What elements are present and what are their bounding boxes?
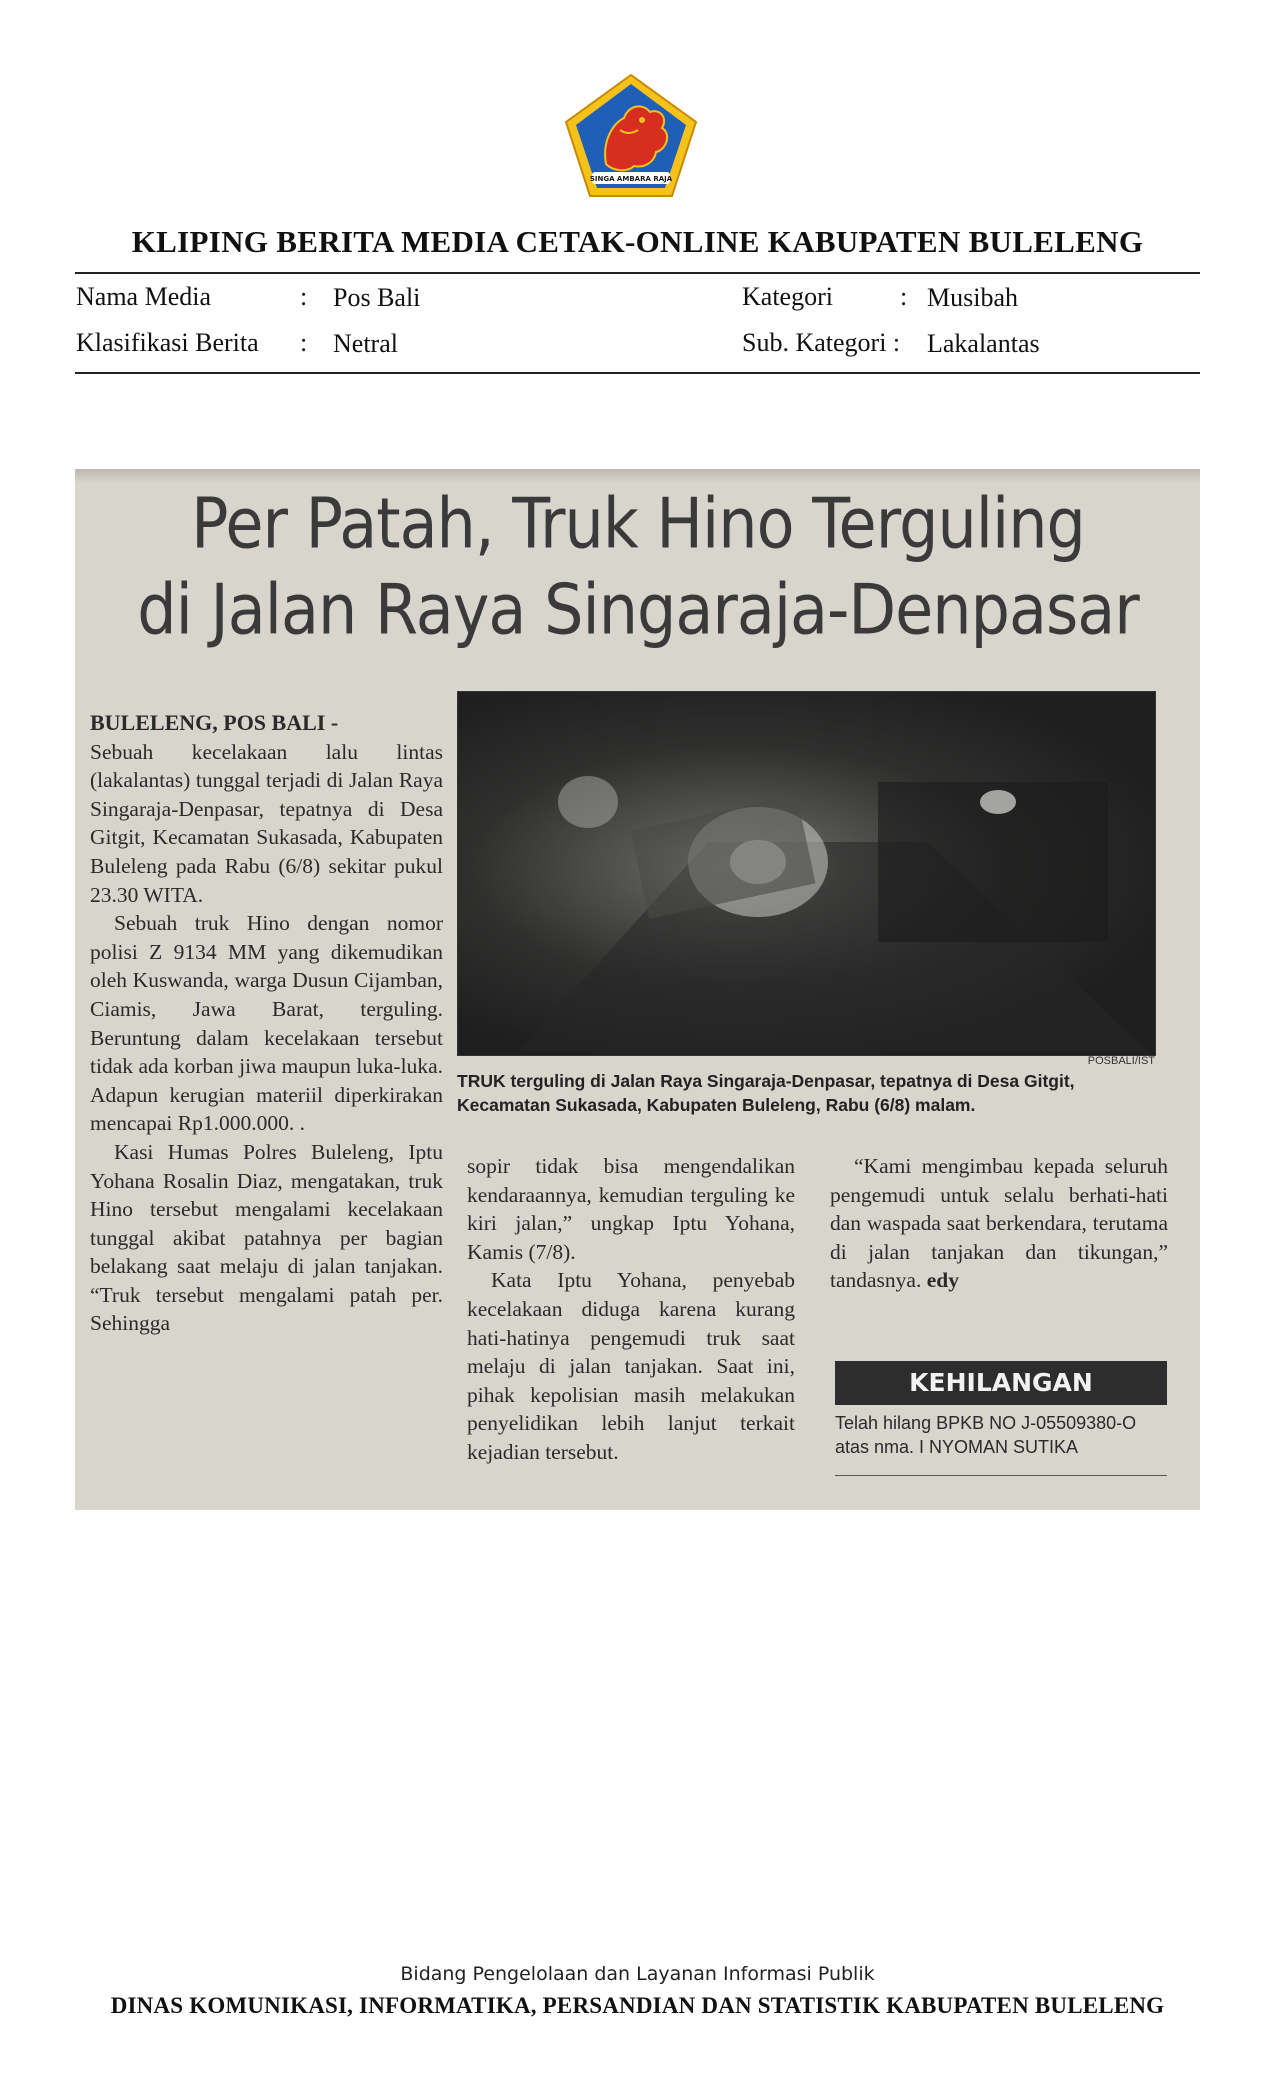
article-column-3: [830, 1152, 1168, 1295]
footer-agency: DINAS KOMUNIKASI, INFORMATIKA, PERSANDIAN DAN STATISTIK KABUPATEN BULELENG: [110, 1993, 1165, 2018]
classified-title: KEHILANGAN: [835, 1361, 1167, 1405]
paragraph-1: Sebuah kecelakaan lalu lintas (lakalantas) tunggal terjadi di Jalan Raya Singaraja-Denpasar, tepatnya di Desa Gitgit, Kecamatan Sukasada, Kabupaten Buleleng pada Rabu (6/8) sekitar pukul 23.30 WITA.: [90, 739, 443, 907]
caption-lead: TRUK: [457, 1071, 506, 1091]
paragraph-2: Sebuah truk Hino dengan nomor polisi Z 9134 MM yang dikemudikan oleh Kuswanda, warga Dusun Cijamban, Ciamis, Jawa Barat, terguling. Beruntung dalam kecelakaan tersebut tidak ada korban jiwa maupun luka-luka. Adapun kerugian materiil diperkirakan mencapai Rp1.000.000. .: [90, 911, 443, 1136]
kategori-label: Kategori: [742, 282, 833, 311]
paragraph-6-text: “Kami mengimbau kepada seluruh pengemudi untuk selalu berhati-hati dan waspada saat berkendara, terutama di jalan tanjakan dan tikungan,” tandasnya.: [830, 1154, 1168, 1293]
photo-scene: [458, 692, 1155, 1055]
logo-motto: SINGA AMBARA RAJA: [589, 175, 673, 183]
caption-text: terguling di Jalan Raya Singaraja-Denpasar, tepatnya di Desa Gitgit, Kecamatan Sukasada, Kabupaten Buleleng, Rabu (6/8) malam.: [457, 1071, 1075, 1115]
footer-division: Bidang Pengelolaan dan Layanan Informasi Publik: [400, 1963, 875, 1985]
kategori-colon: :: [900, 282, 908, 311]
headline-line-2: di Jalan Raya Singaraja-Denpasar: [137, 568, 1139, 651]
news-clipping: [75, 469, 1200, 1510]
singa-ambara-raja-logo: [562, 72, 700, 200]
media-label: Nama Media: [76, 282, 212, 311]
klasifikasi-colon: :: [300, 328, 308, 357]
news-photo-overturned-truck: [457, 691, 1156, 1056]
paragraph-4: sopir tidak bisa mengendalikan kendaraannya, kemudian terguling ke kiri jalan,” ungkap Iptu Yohana, Kamis (7/8).: [467, 1154, 795, 1264]
klasifikasi-label: Klasifikasi Berita: [76, 328, 259, 357]
subkategori-value: Lakalantas: [927, 329, 1040, 358]
headline-line-1: Per Patah, Truk Hino Terguling: [191, 482, 1085, 565]
klasifikasi-value: Netral: [333, 329, 398, 358]
paragraph-6: [830, 1152, 1168, 1295]
photo-credit: POSBALI/IST: [1087, 1055, 1155, 1067]
photo-caption: [457, 1069, 1157, 1117]
document-title: KLIPING BERITA MEDIA CETAK-ONLINE KABUPATEN BULELENG: [131, 224, 1144, 259]
header-rule-top: [75, 272, 1200, 274]
media-colon: :: [300, 282, 308, 311]
article-dateline: BULELENG, POS BALI -: [90, 710, 339, 735]
article-column-2: [467, 1152, 795, 1467]
classified-body: Telah hilang BPKB NO J-05509380-O atas nma. I NYOMAN SUTIKA: [835, 1413, 1137, 1457]
clipping-edge: [75, 469, 1200, 483]
media-value: Pos Bali: [333, 283, 421, 312]
header-rule-bottom: [75, 372, 1200, 374]
paragraph-3: Kasi Humas Polres Buleleng, Iptu Yohana Rosalin Diaz, mengatakan, truk Hino tersebut mengalami kecelakaan tunggal akibat patahnya per bagian belakang saat melaju di jalan tanjakan. “Truk tersebut mengalami patah per. Sehingga: [90, 1139, 443, 1336]
classified-rule: [835, 1475, 1167, 1476]
byline: edy: [926, 1268, 959, 1293]
subkategori-label: Sub. Kategori :: [742, 328, 901, 357]
article-column-1: [90, 709, 443, 1338]
paragraph-5: Kata Iptu Yohana, penyebab kecelakaan diduga karena kurang hati-hatinya pengemudi truk saat melaju di jalan tanjakan. Saat ini, pihak kepolisian masih melakukan penyelidikan lebih lanjut terkait kejadian tersebut.: [467, 1268, 795, 1464]
kategori-value: Musibah: [927, 283, 1018, 312]
